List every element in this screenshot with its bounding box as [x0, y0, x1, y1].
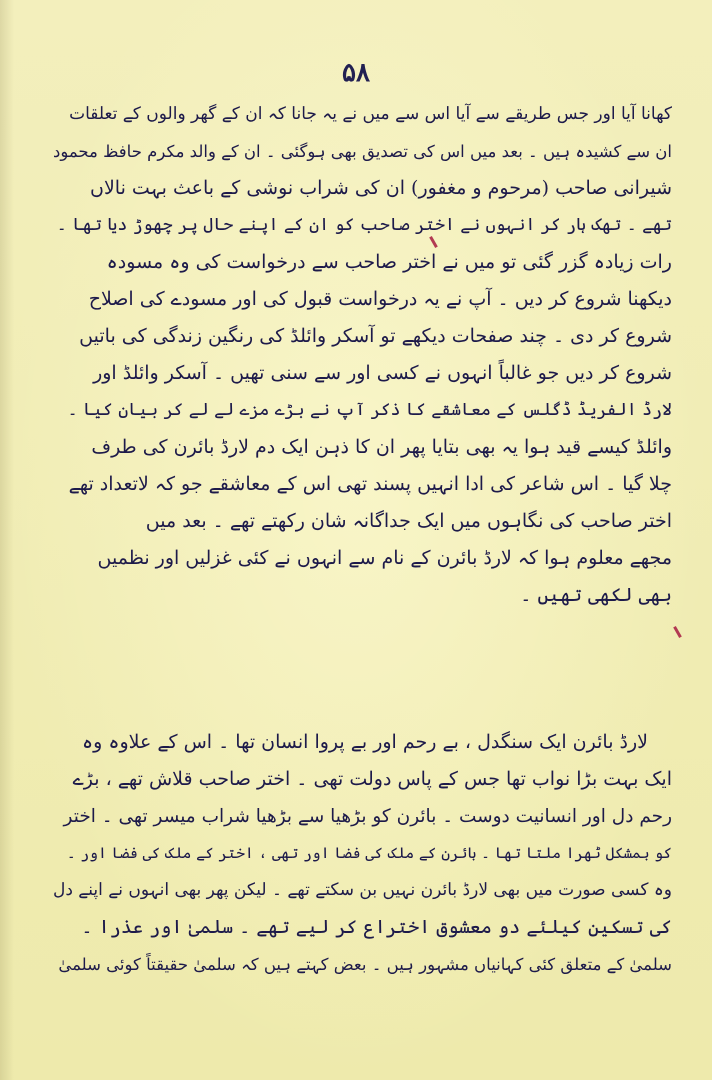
text-line: بھی لکھی تھیں ۔: [520, 584, 672, 606]
text-line: اختر صاحب کی نگاہوں میں ایک جداگانہ شان رکھتے تھے ۔ بعد میں: [145, 510, 672, 532]
text-line: لارڈ بائرن ایک سنگدل ، بے رحم اور بے پروا انسان تھا ۔ اس کے علاوہ وہ: [82, 731, 648, 753]
text-line: ایک بہت بڑا نواب تھا جس کے پاس دولت تھی ۔ اختر صاحب قلاش تھے ، بڑے: [72, 768, 672, 790]
text-line: شیرانی صاحب (مرحوم و مغفور) ان کی شراب نوشی کے باعث بہت نالاں: [89, 177, 672, 199]
text-line: کی تسکین کیلئے دو معشوق اختراع کر لیے تھے ۔ سلمیٰ اور عذرا ۔: [81, 916, 672, 938]
text-line: کھانا آیا اور جس طریقے سے آیا اس سے میں نے یہ جانا کہ ان کے گھر والوں کے تعلقات: [69, 104, 672, 124]
text-line: ان سے کشیدہ ہیں ۔ بعد میں اس کی تصدیق بھی ہوگئی ۔ ان کے والد مکرم حافظ محمود: [52, 142, 672, 161]
text-line: سلمیٰ کے متعلق کئی کہانیاں مشہور ہیں ۔ بعض کہتے ہیں کہ سلمیٰ حقیقتاً کوئی سلمیٰ: [58, 955, 672, 974]
paragraph-2: [52, 724, 672, 983]
text-line: شروع کر دی ۔ چند صفحات دیکھے تو آسکر وائلڈ کی رنگین زندگی کی باتیں: [79, 325, 672, 347]
paragraph-1: [52, 96, 672, 614]
text-line: تھے ۔ تھک ہار کر انہوں نے اختر صاحب کو ان کے اپنے حال پر چھوڑ دیا تھا ۔: [56, 215, 672, 235]
text-line: رحم دل اور انسانیت دوست ۔ بائرن کو بڑھیا سے بڑھیا شراب میسر تھی ۔ اختر: [63, 806, 672, 827]
text-line: چلا گیا ۔ اس شاعر کی ادا انہیں پسند تھی اس کے معاشقے جو کہ لاتعداد تھے: [68, 473, 672, 495]
text-line: دیکھنا شروع کر دیں ۔ آپ نے یہ درخواست قبول کی اور مسودے کی اصلاح: [88, 288, 672, 310]
red-pencil-mark: [673, 626, 682, 638]
text-line: شروع کر دیں جو غالباً انہوں نے کسی اور سے سنی تھیں ۔ آسکر وائلڈ اور: [93, 362, 672, 384]
page-number: ۵۸: [342, 58, 370, 88]
text-line: مجھے معلوم ہوا کہ لارڈ بائرن کے نام سے انہوں نے کئی غزلیں اور نظمیں: [97, 547, 672, 569]
text-line: کو بمشکل ٹھرا ملتا تھا ۔ بائرن کے ملک کی فضا اور تھی ، اختر کے ملک کی فضا اور ۔: [66, 844, 672, 862]
page-edge-shadow: [0, 0, 14, 1080]
text-line: لارڈ الفریڈ ڈگلس کے معاشقے کا ذکر آپ نے بڑے مزے لے لے کر بیان کیا ۔: [67, 400, 672, 420]
text-line: وہ کسی صورت میں بھی لارڈ بائرن نہیں بن سکتے تھے ۔ لیکن پھر بھی انہوں نے اپنے دل: [52, 880, 672, 900]
text-line: وائلڈ کیسے قید ہوا یہ بھی بتایا پھر ان کا ذہن ایک دم لارڈ بائرن کی طرف: [91, 436, 672, 458]
text-line: رات زیادہ گزر گئی تو میں نے اختر صاحب سے درخواست کی وہ مسودہ: [106, 251, 672, 273]
